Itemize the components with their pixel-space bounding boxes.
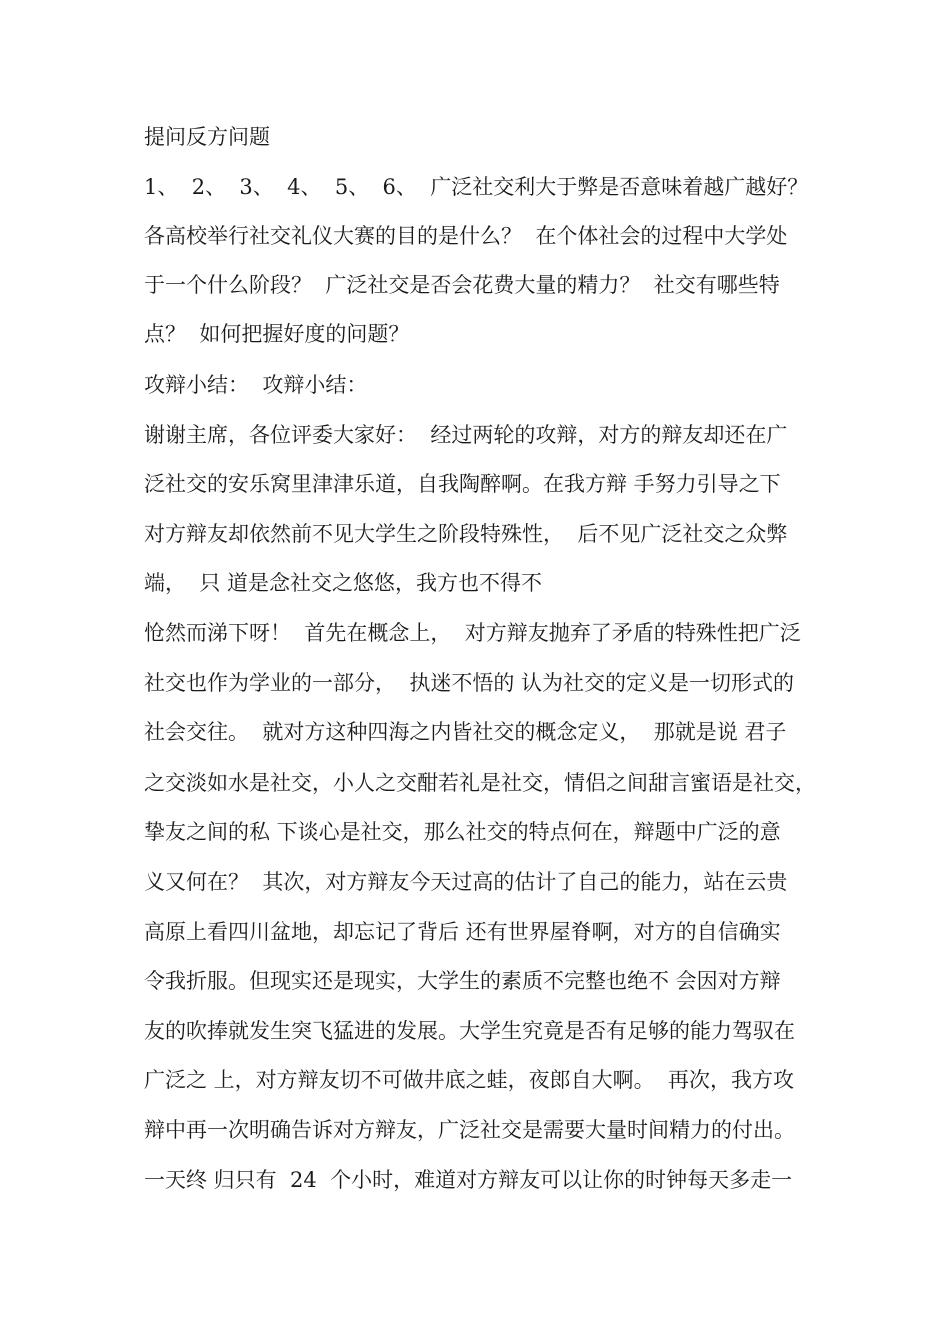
text-line: 端， 只 道是念社交之悠悠，我方也不得不 bbox=[144, 571, 543, 595]
text-line: 攻辩小结： 攻辩小结： bbox=[144, 373, 368, 397]
text-line: 社会交往。 就对方这种四海之内皆社交的概念定义， 那就是说 君子 bbox=[144, 720, 787, 744]
text-line: 广泛之 上，对方辩友切不可做井底之蛙，夜郎自大啊。 再次，我方攻 bbox=[144, 1068, 795, 1092]
text-line: 一天终 归只有 24 个小时，难道对方辩友可以让你的时钟每天多走一 bbox=[144, 1168, 793, 1192]
text-line: 于一个什么阶段？ 广泛社交是否会花费大量的精力？ 社交有哪些特 bbox=[144, 273, 780, 297]
text-line: 各高校举行社交礼仪大赛的目的是什么？ 在个体社会的过程中大学处 bbox=[144, 224, 788, 248]
text-line: 辩中再一次明确告诉对方辩友，广泛社交是需要大量时间精力的付出。 bbox=[144, 1118, 795, 1142]
text-line: 泛社交的安乐窝里津津乐道，自我陶醉啊。在我方辩 手努力引导之下 bbox=[144, 472, 781, 496]
text-line: 怆然而涕下呀！ 首先在概念上， 对方辩友抛弃了矛盾的特殊性把广泛 bbox=[144, 621, 801, 645]
text-line: 挚友之间的私 下谈心是社交，那么社交的特点何在，辩题中广泛的意 bbox=[144, 820, 781, 844]
text-line: 友的吹捧就发生突飞猛进的发展。大学生究竟是否有足够的能力驾驭在 bbox=[144, 1019, 795, 1043]
text-line: 对方辩友却依然前不见大学生之阶段特殊性， 后不见广泛社交之众弊 bbox=[144, 522, 788, 546]
text-line: 1、 2、 3、 4、 5、 6、 广泛社交利大于弊是否意味着越广越好？ bbox=[144, 175, 809, 199]
text-line: 谢谢主席，各位评委大家好： 经过两轮的攻辩，对方的辩友却还在广 bbox=[144, 423, 788, 447]
text-line: 点？ 如何把握好度的问题？ bbox=[144, 322, 410, 346]
text-line: 社交也作为学业的一部分， 执迷不悟的 认为社交的定义是一切形式的 bbox=[144, 671, 795, 695]
text-line: 之交淡如水是社交，小人之交酣若礼是社交，情侣之间甜言蜜语是社交， bbox=[144, 771, 816, 795]
document-heading: 提问反方问题 bbox=[144, 125, 270, 149]
text-line: 义又何在？ 其次，对方辩友今天过高的估计了自己的能力，站在云贵 bbox=[144, 870, 788, 894]
text-line: 高原上看四川盆地，却忘记了背后 还有世界屋脊啊，对方的自信确实 bbox=[144, 920, 781, 944]
text-line: 令我折服。但现实还是现实，大学生的素质不完整也绝不 会因对方辩 bbox=[144, 969, 781, 993]
